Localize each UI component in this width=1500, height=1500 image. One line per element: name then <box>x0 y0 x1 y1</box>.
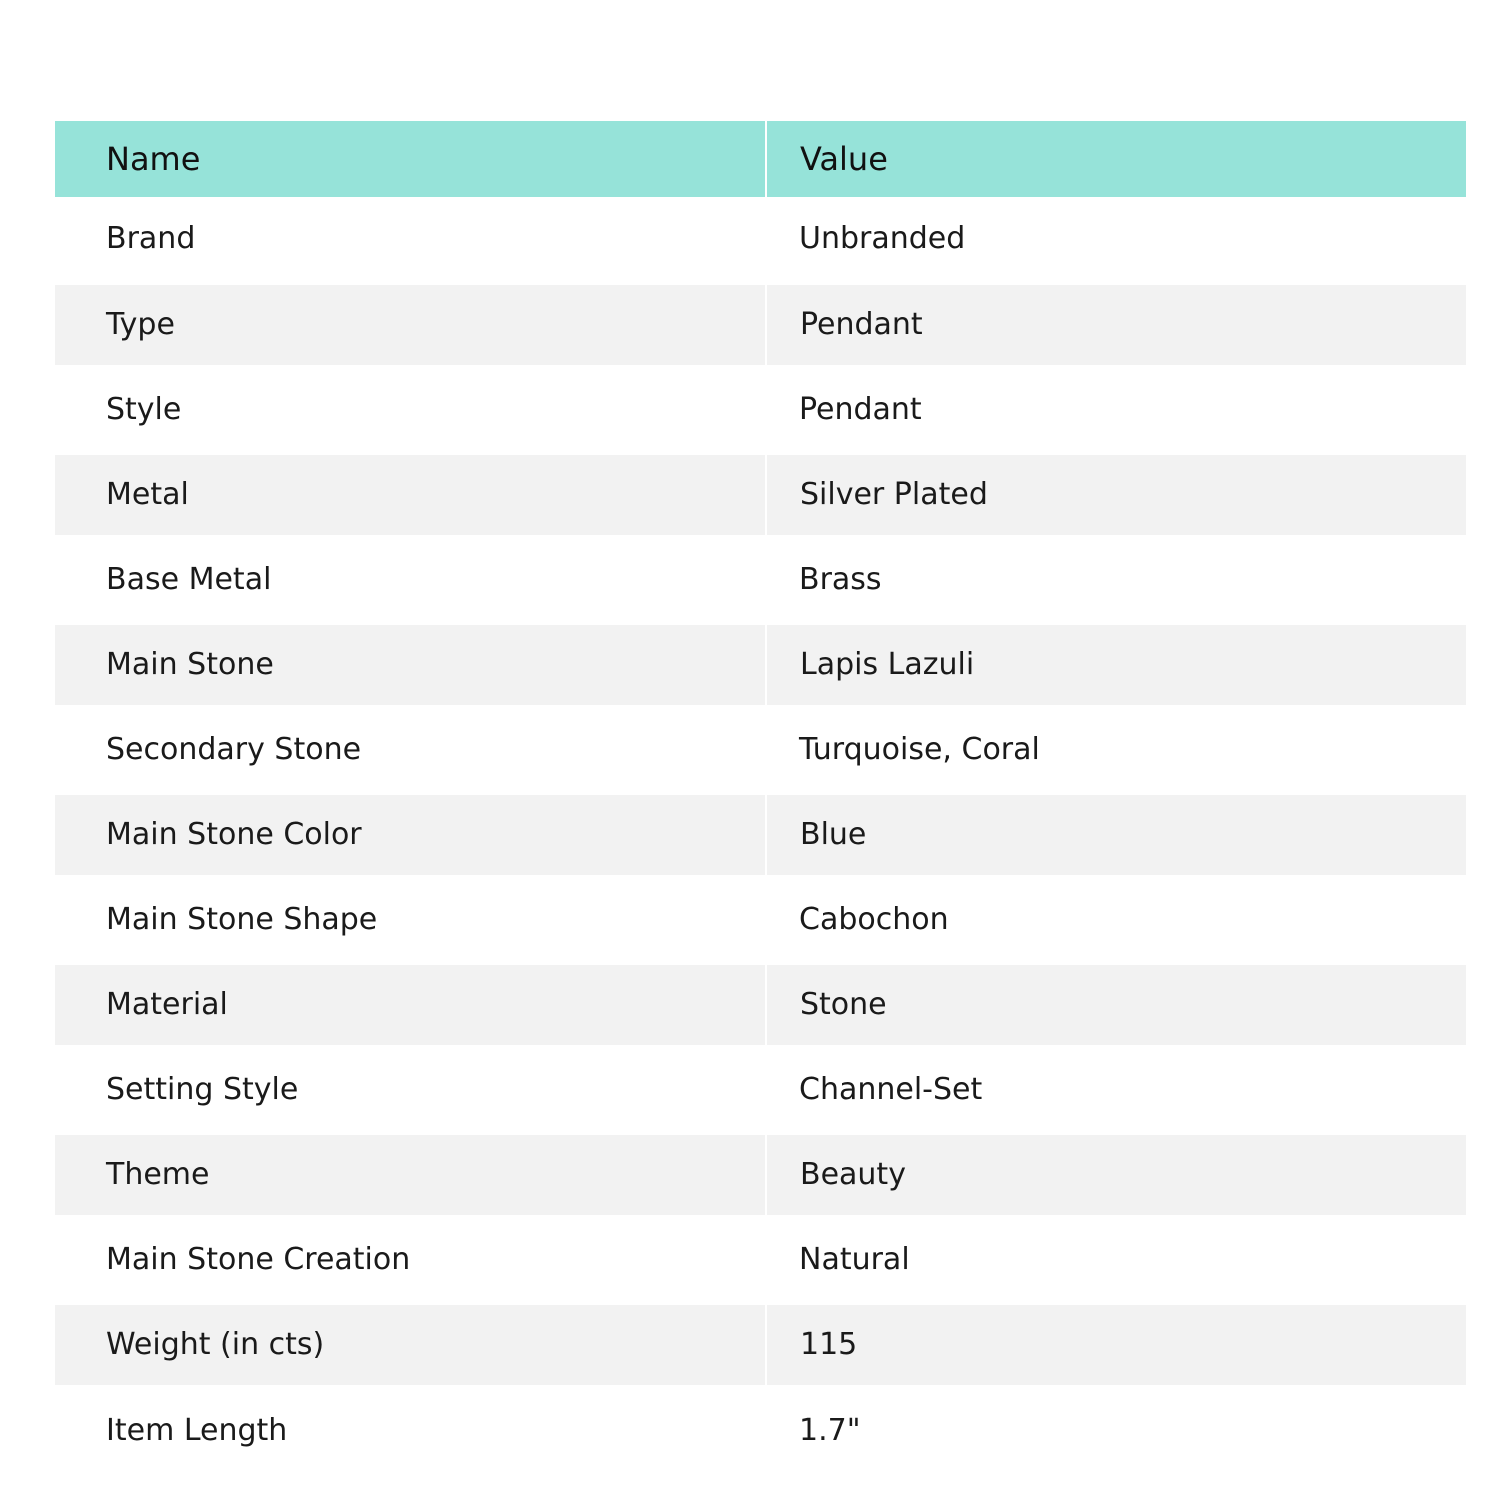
table-row <box>55 1302 1466 1387</box>
row-name: Brand <box>106 220 196 256</box>
table-row <box>55 367 1466 452</box>
table-row <box>55 792 1466 877</box>
row-value: Lapis Lazuli <box>766 622 1466 707</box>
table-row <box>55 622 1466 707</box>
row-value: Cabochon <box>799 902 949 937</box>
table-row <box>55 1387 1466 1472</box>
table-row <box>55 282 1466 367</box>
header-row <box>55 121 1466 197</box>
row-value: Pendant <box>766 282 1466 367</box>
table-row <box>55 537 1466 622</box>
row-name: Main Stone Color <box>55 792 766 877</box>
row-value: Unbranded <box>799 220 966 256</box>
row-value: Pendant <box>799 392 922 427</box>
row-value: Brass <box>799 562 882 597</box>
table-row <box>55 962 1466 1047</box>
row-name: Type <box>55 282 766 367</box>
table-header <box>55 121 1466 197</box>
header-value: Value <box>800 140 888 178</box>
row-value: Stone <box>766 962 1466 1047</box>
row-name: Theme <box>55 1132 766 1217</box>
table-row <box>55 197 1466 282</box>
row-name: Metal <box>55 452 766 537</box>
row-value: Blue <box>766 792 1466 877</box>
header-name: Name <box>55 121 766 197</box>
table-row <box>55 1047 1466 1132</box>
table-row <box>55 1132 1466 1217</box>
row-value: Beauty <box>766 1132 1466 1217</box>
row-value: 115 <box>766 1302 1466 1387</box>
spec-table <box>55 121 1466 1472</box>
row-value: Natural <box>799 1242 910 1277</box>
row-value: Silver Plated <box>766 452 1466 537</box>
row-name: Style <box>106 392 182 427</box>
table-body <box>55 197 1466 1472</box>
row-name: Setting Style <box>106 1072 299 1107</box>
row-value: 1.7" <box>799 1413 861 1449</box>
table-row <box>55 1217 1466 1302</box>
row-name: Main Stone <box>55 622 766 707</box>
row-name: Item Length <box>106 1413 288 1449</box>
row-name: Secondary Stone <box>106 732 362 767</box>
row-name: Base Metal <box>106 562 272 597</box>
row-value: Turquoise, Coral <box>799 732 1040 767</box>
row-name: Material <box>55 962 766 1047</box>
row-name: Weight (in cts) <box>55 1302 766 1387</box>
row-name: Main Stone Creation <box>106 1242 411 1277</box>
table-row <box>55 452 1466 537</box>
row-value: Channel-Set <box>799 1072 983 1107</box>
table-row <box>55 877 1466 962</box>
table-row <box>55 707 1466 792</box>
row-name: Main Stone Shape <box>106 902 378 937</box>
